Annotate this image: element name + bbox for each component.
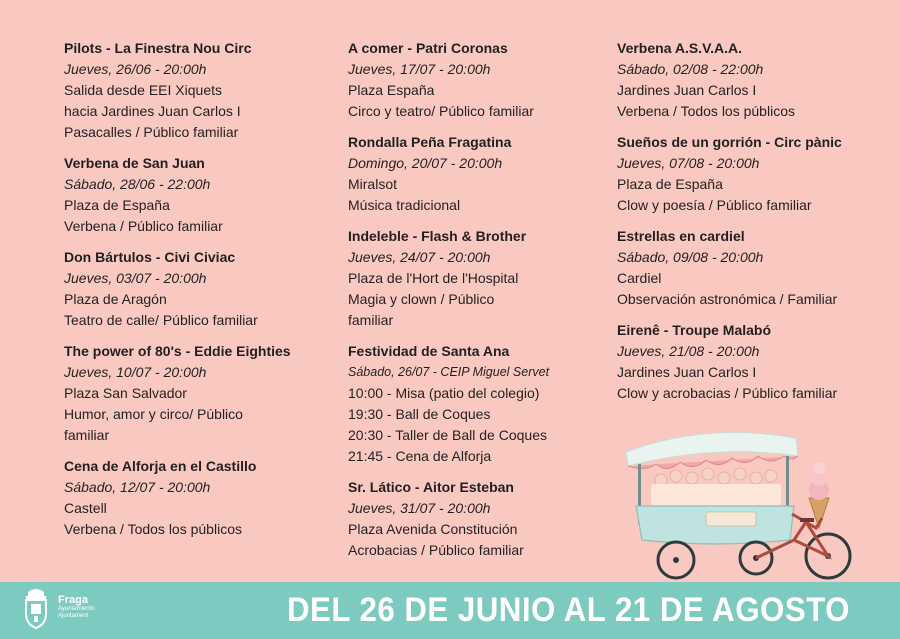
event xyxy=(64,153,334,237)
event xyxy=(617,38,887,122)
event-date: Jueves, 10/07 - 20:00h xyxy=(64,364,207,380)
event-title: Festividad de Santa Ana xyxy=(348,343,510,359)
event xyxy=(617,226,887,310)
event-date: Domingo, 20/07 - 20:00h xyxy=(348,155,503,171)
event-date: Jueves, 26/06 - 20:00h xyxy=(64,61,207,77)
logo-subtitle: Ajuntament xyxy=(58,613,89,619)
event-category: Verbena / Todos los públicos xyxy=(617,103,795,119)
event-category: Clow y acrobacias / Público familiar xyxy=(617,385,838,401)
fraga-coat-of-arms-icon xyxy=(20,586,52,630)
event-title: Verbena de San Juan xyxy=(64,155,205,171)
event-location: Salida desde EEI Xiquets xyxy=(64,82,222,98)
event-title: Estrellas en cardiel xyxy=(617,228,745,244)
event-date: Jueves, 24/07 - 20:00h xyxy=(348,249,491,265)
event xyxy=(348,226,598,331)
event-title: Cena de Alforja en el Castillo xyxy=(64,458,257,474)
event-title: The power of 80's - Eddie Eighties xyxy=(64,343,291,359)
event-location: Jardines Juan Carlos I xyxy=(617,82,757,98)
event xyxy=(617,320,887,404)
event xyxy=(617,132,887,216)
event-location: Jardines Juan Carlos I xyxy=(617,364,757,380)
event-title: Indeleble - Flash & Brother xyxy=(348,228,527,244)
event-date: Jueves, 17/07 - 20:00h xyxy=(348,61,491,77)
event-title: Don Bártulos - Civi Civiac xyxy=(64,249,236,265)
date-range-banner: DEL 26 DE JUNIO AL 21 DE AGOSTO xyxy=(287,591,850,629)
event-location: Castell xyxy=(64,500,107,516)
event-category: Pasacalles / Público familiar xyxy=(64,124,239,140)
event-date: Jueves, 21/08 - 20:00h xyxy=(617,343,760,359)
event-date: Jueves, 07/08 - 20:00h xyxy=(617,155,760,171)
event-category: Magia y clown / Público familiar xyxy=(348,291,495,328)
event-location: Plaza de Aragón xyxy=(64,291,167,307)
event-location: Plaza de España xyxy=(64,197,170,213)
event-category: Humor, amor y circo/ Público familiar xyxy=(64,406,243,443)
event-date: Sábado, 09/08 - 20:00h xyxy=(617,249,764,265)
event-category: Observación astronómica / Familiar xyxy=(617,291,838,307)
event-category: Música tradicional xyxy=(348,197,461,213)
event-location: Plaza de l'Hort de l'Hospital xyxy=(348,270,519,286)
event-schedule-item: 10:00 - Misa (patio del colegio) xyxy=(348,385,540,401)
event-date: Sábado, 02/08 - 22:00h xyxy=(617,61,764,77)
event-location: Cardiel xyxy=(617,270,662,286)
event-title: Pilots - La Finestra Nou Circ xyxy=(64,40,252,56)
event-location: Plaza de España xyxy=(617,176,723,192)
events-column-1 xyxy=(64,38,334,550)
event-schedule-item: 19:30 - Ball de Coques xyxy=(348,406,491,422)
event-date: Jueves, 03/07 - 20:00h xyxy=(64,270,207,286)
ice-cream-cart-illustration xyxy=(616,418,866,586)
events-column-2 xyxy=(348,38,598,571)
event-title: A comer - Patri Coronas xyxy=(348,40,508,56)
event-category: Circo y teatro/ Público familiar xyxy=(348,103,534,119)
event-date: Jueves, 31/07 - 20:00h xyxy=(348,500,491,516)
event-title: Verbena A.S.V.A.A. xyxy=(617,40,743,56)
event-title: Rondalla Peña Fragatina xyxy=(348,134,512,150)
event-date: Sábado, 26/07 - CEIP Miguel Servet xyxy=(348,365,550,379)
event-title: Sueños de un gorrión - Circ pànic xyxy=(617,134,842,150)
event-category: Verbena / Público familiar xyxy=(64,218,223,234)
event xyxy=(348,38,598,122)
event-schedule-item: 20:30 - Taller de Ball de Coques xyxy=(348,427,547,443)
event-title: Eirenê - Troupe Malabó xyxy=(617,322,772,338)
logo-subtitle: Ayuntamiento xyxy=(58,606,95,612)
event xyxy=(64,38,334,143)
event xyxy=(348,132,598,216)
event xyxy=(64,456,334,540)
event xyxy=(348,341,598,467)
event-schedule-item: 21:45 - Cena de Alforja xyxy=(348,448,492,464)
events-column-3 xyxy=(617,38,887,414)
event-location: Plaza San Salvador xyxy=(64,385,187,401)
event-location: hacia Jardines Juan Carlos I xyxy=(64,103,241,119)
event-location: Miralsot xyxy=(348,176,398,192)
event-category: Teatro de calle/ Público familiar xyxy=(64,312,258,328)
fraga-logo xyxy=(20,586,130,636)
event xyxy=(348,477,598,561)
event xyxy=(64,341,334,446)
event-category: Verbena / Todos los públicos xyxy=(64,521,242,537)
event-category: Clow y poesía / Público familiar xyxy=(617,197,812,213)
event-date: Sábado, 28/06 - 22:00h xyxy=(64,176,211,192)
logo-text xyxy=(58,594,95,620)
event-date: Sábado, 12/07 - 20:00h xyxy=(64,479,211,495)
event-title: Sr. Lático - Aitor Esteban xyxy=(348,479,514,495)
event-location: Plaza Avenida Constitución xyxy=(348,521,518,537)
logo-name: Fraga xyxy=(58,594,88,606)
footer-banner xyxy=(0,582,900,639)
event-location: Plaza España xyxy=(348,82,435,98)
event xyxy=(64,247,334,331)
event-category: Acrobacias / Público familiar xyxy=(348,542,524,558)
